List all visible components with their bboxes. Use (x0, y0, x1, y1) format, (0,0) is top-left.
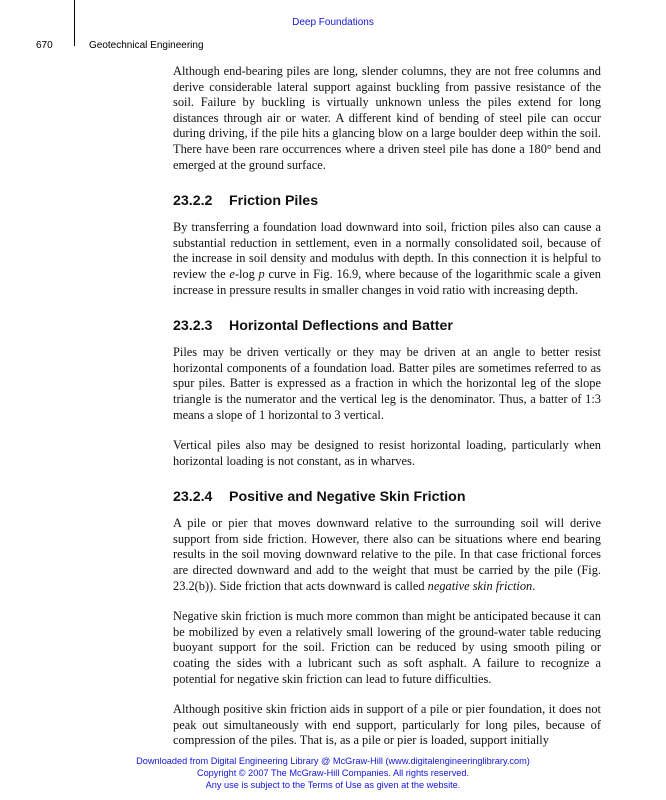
section-title: Friction Piles (229, 193, 319, 210)
section-number: 23.2.2 (173, 193, 213, 210)
text-run: . (532, 578, 536, 593)
paragraph: Piles may be driven vertically or they may be driven at an angle to better resist horizontal components of a foundation load. Batter piles are sometimes referred to as spur piles. Batter is expressed as a fraction in which the horizontal leg of the slope triangle is the numerator and the vertical leg is the denominator. Thus, a batter of 1:3 means a slope of 1 horizontal to 3 vertical. (173, 345, 601, 422)
paragraph: Although positive skin friction aids in support of a pile or pier foundation, it does not peak out simultaneously with end support, particularly for long piles, because of compression of the piles. That is, as a pile or pier is loaded, support initially (173, 702, 601, 748)
italic-var: p (258, 266, 265, 281)
page-number: 670 (36, 40, 53, 51)
text-run: By transferring a foundation load downward into soil, friction piles also can cause a substantial reduction in settlement, even in a normally consolidated soil, because of the increase in soil density and modulus with depth. In this connection it is helpful to review the (173, 220, 601, 281)
section-heading-horizontal-deflections (173, 317, 601, 335)
text-run: curve in Fig. 16.9, where because of the logarithmic scale a given increase in pressure results in smaller changes in void ratio with increasing depth. (173, 266, 601, 297)
chapter-link[interactable]: Deep Foundations (292, 17, 374, 28)
paragraph (173, 516, 601, 594)
text-run: -log (234, 266, 259, 281)
paragraph (173, 220, 601, 298)
section-heading-skin-friction (173, 488, 601, 506)
section-title: Positive and Negative Skin Friction (229, 489, 466, 506)
paragraph: Vertical piles also may be designed to resist horizontal loading, particularly when horizontal loading is not constant, as in wharves. (173, 438, 601, 468)
paragraph: Negative skin friction is much more common than might be anticipated because it can be mobilized by even a relatively small lowering of the ground-water table reducing buoyant support for the soil. Friction can be reduced by using smooth piling or coating the sides with a lubricant such as soft asphalt. A failure to recognize a potential for negative skin friction can lead to future difficulties. (173, 609, 601, 686)
footer-terms[interactable]: Any use is subject to the Terms of Use as given at the website. (205, 780, 461, 790)
header-divider (74, 0, 75, 46)
section-heading-friction-piles (173, 192, 601, 210)
page-body (173, 64, 601, 749)
footer-copyright[interactable]: Copyright © 2007 The McGraw-Hill Companies. All rights reserved. (196, 768, 470, 778)
italic-var: e (229, 266, 235, 281)
footer-download-link[interactable]: Downloaded from Digital Engineering Library @ McGraw-Hill (www.digitalengineeringlibrary.com) (136, 756, 530, 766)
section-title: Horizontal Deflections and Batter (229, 318, 453, 335)
section-number: 23.2.3 (173, 318, 213, 335)
italic-term: negative skin friction (427, 578, 533, 593)
text-run: A pile or pier that moves downward relative to the surrounding soil will derive support from side friction. However, there also can be situations where end bearing results in the soil moving downward relative to the pile. In that case frictional forces are directed downward and add to the weight that must be carried by the pile (Fig. 23.2(b)). Side friction that acts downward is called (173, 516, 601, 593)
section-number: 23.2.4 (173, 489, 213, 506)
paragraph: Although end-bearing piles are long, slender columns, they are not free columns and derive considerable lateral support against buckling from passive resistance of the soil. Failure by buckling is virtually unknown unless the piles extend for long distances through air or water. A different kind of bending of steel pile can occur during driving, if the pile hits a glancing blow on a large boulder deep within the soil. There have been rare occurrences where a driven steel pile has done a 180° bend and emerged at the ground surface. (173, 64, 601, 172)
running-head: Geotechnical Engineering (89, 40, 204, 51)
